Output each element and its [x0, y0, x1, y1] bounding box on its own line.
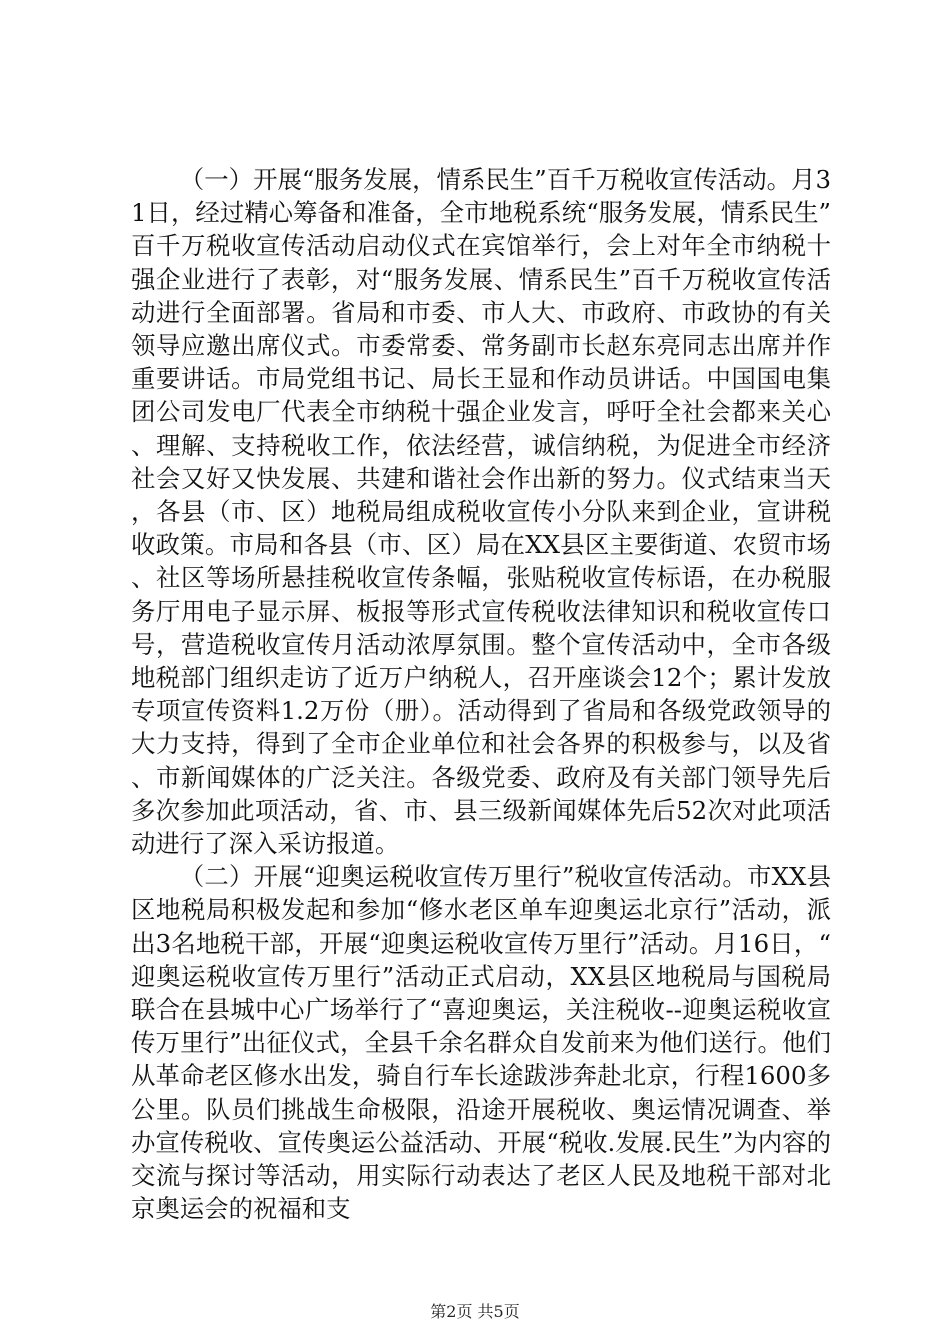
paragraph-2: （二）开展“迎奥运税收宣传万里行”税收宣传活动。市XX县区地税局积极发起和参加“修水老区单车迎奥运北京行”活动，派出3名地税干部，开展“迎奥运税收宣传万里行”活动。月16日，“迎奥运税收宣传万里行”活动正式启动，XX县区地税局与国税局联合在县城中心广场举行了“喜迎奥运，关注税收--迎奥运税收宣传万里行”出征仪式，全县千余名群众自发前来为他们送行。他们从革命老区修水出发，骑自行车长途跋涉奔赴北京，行程1600多公里。队员们挑战生命极限，沿途开展税收、奥运情况调查、举办宣传税收、宣传奥运公益活动、开展“税收.发展.民生”为内容的交流与探讨等活动，用实际行动表达了老区人民及地税干部对北京奥运会的祝福和支: [131, 862, 831, 1224]
paragraph-1: （一）开展“服务发展，情系民生”百千万税收宣传活动。月31日，经过精心筹备和准备，全市地税系统“服务发展，情系民生”百千万税收宣传活动启动仪式在宾馆举行，会上对年全市纳税十强企业进行了表彰，对“服务发展、情系民生”百千万税收宣传活动进行全面部署。省局和市委、市人大、市政府、市政协的有关领导应邀出席仪式。市委常委、常务副市长赵东亮同志出席并作重要讲话。市局党组书记、局长王显和作动员讲话。中国国电集团公司发电厂代表全市纳税十强企业发言，呼吁全社会都来关心、理解、支持税收工作，依法经营，诚信纳税，为促进全市经济社会又好又快发展、共建和谐社会作出新的努力。仪式结束当天，各县（市、区）地税局组成税收宣传小分队来到企业，宣讲税收政策。市局和各县（市、区）局在XX县区主要街道、农贸市场、社区等场所悬挂税收宣传条幅，张贴税收宣传标语，在办税服务厅用电子显示屏、板报等形式宣传税收法律知识和税收宣传口号，营造税收宣传月活动浓厚氛围。整个宣传活动中，全市各级地税部门组织走访了近万户纳税人，召开座谈会12个；累计发放专项宣传资料1.2万份（册）。活动得到了省局和各级党政领导的大力支持，得到了全市企业单位和社会各界的积极参与，以及省、市新闻媒体的广泛关注。各级党委、政府及有关部门领导先后多次参加此项活动，省、市、县三级新闻媒体先后52次对此项活动进行了深入采访报道。: [131, 165, 831, 859]
page-footer: 第2页 共5页: [430, 1302, 520, 1321]
document-body: [131, 163, 831, 1226]
